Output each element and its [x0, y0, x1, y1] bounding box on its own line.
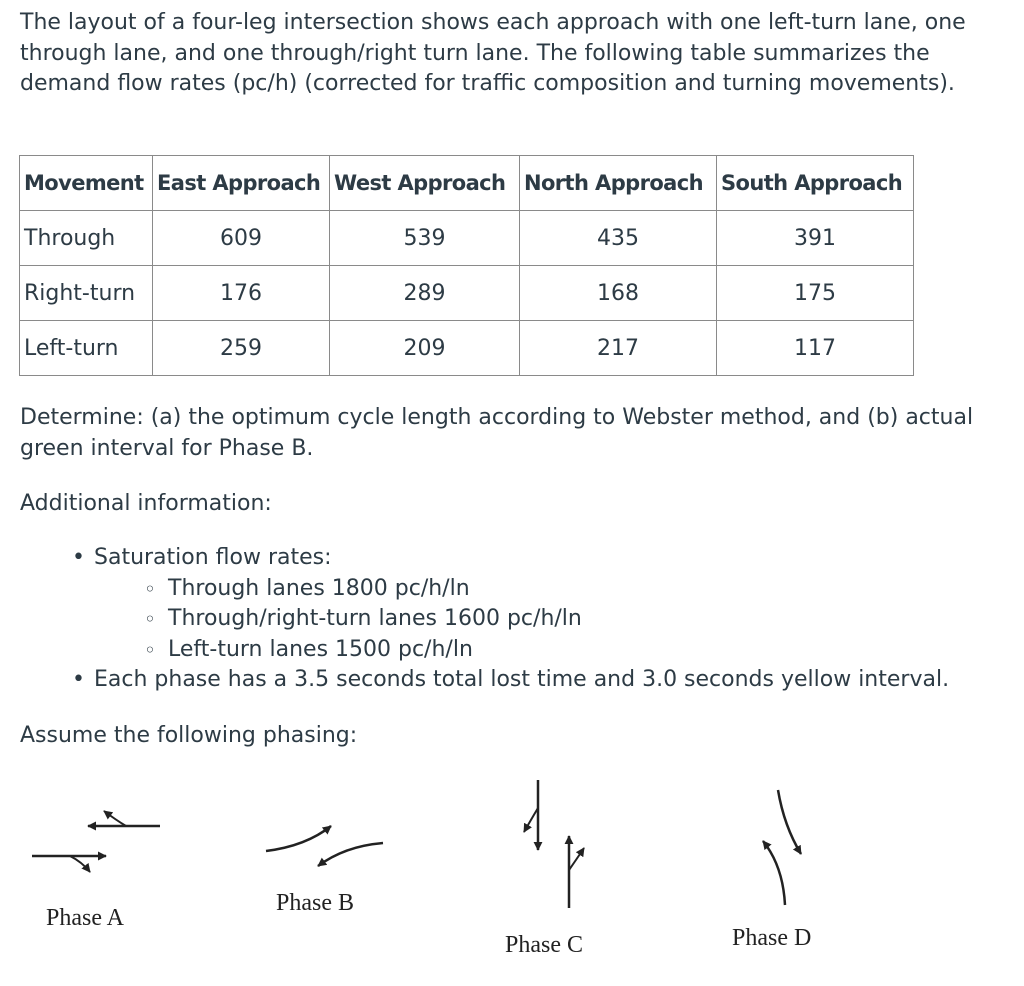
header-east: East Approach [153, 156, 330, 211]
cell-value: 209 [330, 321, 520, 376]
phase-c-diagram [524, 780, 584, 908]
cell-value: 117 [717, 321, 914, 376]
cell-movement: Through [20, 211, 153, 266]
southbound-left-turn-arrow [778, 790, 801, 854]
eastbound-left-turn-arrow [70, 856, 90, 872]
phase-d-label: Phase D [732, 925, 812, 951]
cell-value: 391 [717, 211, 914, 266]
additional-info-heading: Additional information: [20, 491, 272, 516]
northbound-left-turn-arrow [763, 841, 785, 905]
sub-bullet-through: ◦ Through lanes 1800 pc/h/ln [20, 574, 949, 605]
problem-intro: The layout of a four-leg intersection shows each approach with one left-turn lane, one through lane, and one through/right turn lane. The following table summarizes the demand flow rates (pc/h) (corrected for traffic composition and turning movements). [20, 10, 966, 96]
cell-value: 435 [520, 211, 717, 266]
phase-a-diagram [32, 811, 160, 872]
cell-movement: Right-turn [20, 266, 153, 321]
sub-bullet-left: ◦ Left-turn lanes 1500 pc/h/ln [20, 635, 949, 666]
cell-value: 289 [330, 266, 520, 321]
cell-value: 175 [717, 266, 914, 321]
bullet-saturation: • Saturation flow rates: [20, 543, 949, 574]
cell-value: 539 [330, 211, 520, 266]
assume-phasing-text: Assume the following phasing: [20, 723, 358, 748]
sub-bullet-through-right: ◦ Through/right-turn lanes 1600 pc/h/ln [20, 604, 949, 635]
header-movement: Movement [20, 156, 153, 211]
phase-d-diagram [763, 790, 801, 905]
table-row [20, 321, 914, 376]
cell-value: 217 [520, 321, 717, 376]
cell-value: 609 [153, 211, 330, 266]
info-bullet-list [20, 543, 949, 696]
phasing-diagram [0, 760, 1024, 980]
header-north: North Approach [520, 156, 717, 211]
determine-text: Determine: (a) the optimum cycle length according to Webster method, and (b) actual green interval for Phase B. [20, 405, 974, 461]
westbound-left-only-arrow [318, 843, 383, 866]
phase-b-diagram [266, 826, 383, 866]
eastbound-left-only-arrow [266, 826, 331, 851]
demand-flow-table [19, 155, 914, 376]
table-row [20, 266, 914, 321]
header-west: West Approach [330, 156, 520, 211]
cell-value: 168 [520, 266, 717, 321]
phase-c-label: Phase C [505, 932, 583, 958]
phase-b-label: Phase B [276, 890, 354, 916]
table-header-row [20, 156, 914, 211]
northbound-right-turn-arrow [569, 848, 584, 870]
cell-value: 176 [153, 266, 330, 321]
cell-movement: Left-turn [20, 321, 153, 376]
bullet-lost-time: • Each phase has a 3.5 seconds total lost time and 3.0 seconds yellow interval. [20, 665, 949, 696]
phase-a-label: Phase A [46, 905, 124, 931]
cell-value: 259 [153, 321, 330, 376]
southbound-right-turn-arrow [524, 808, 538, 832]
westbound-left-turn-arrow [104, 811, 126, 826]
header-south: South Approach [717, 156, 914, 211]
table-row [20, 211, 914, 266]
